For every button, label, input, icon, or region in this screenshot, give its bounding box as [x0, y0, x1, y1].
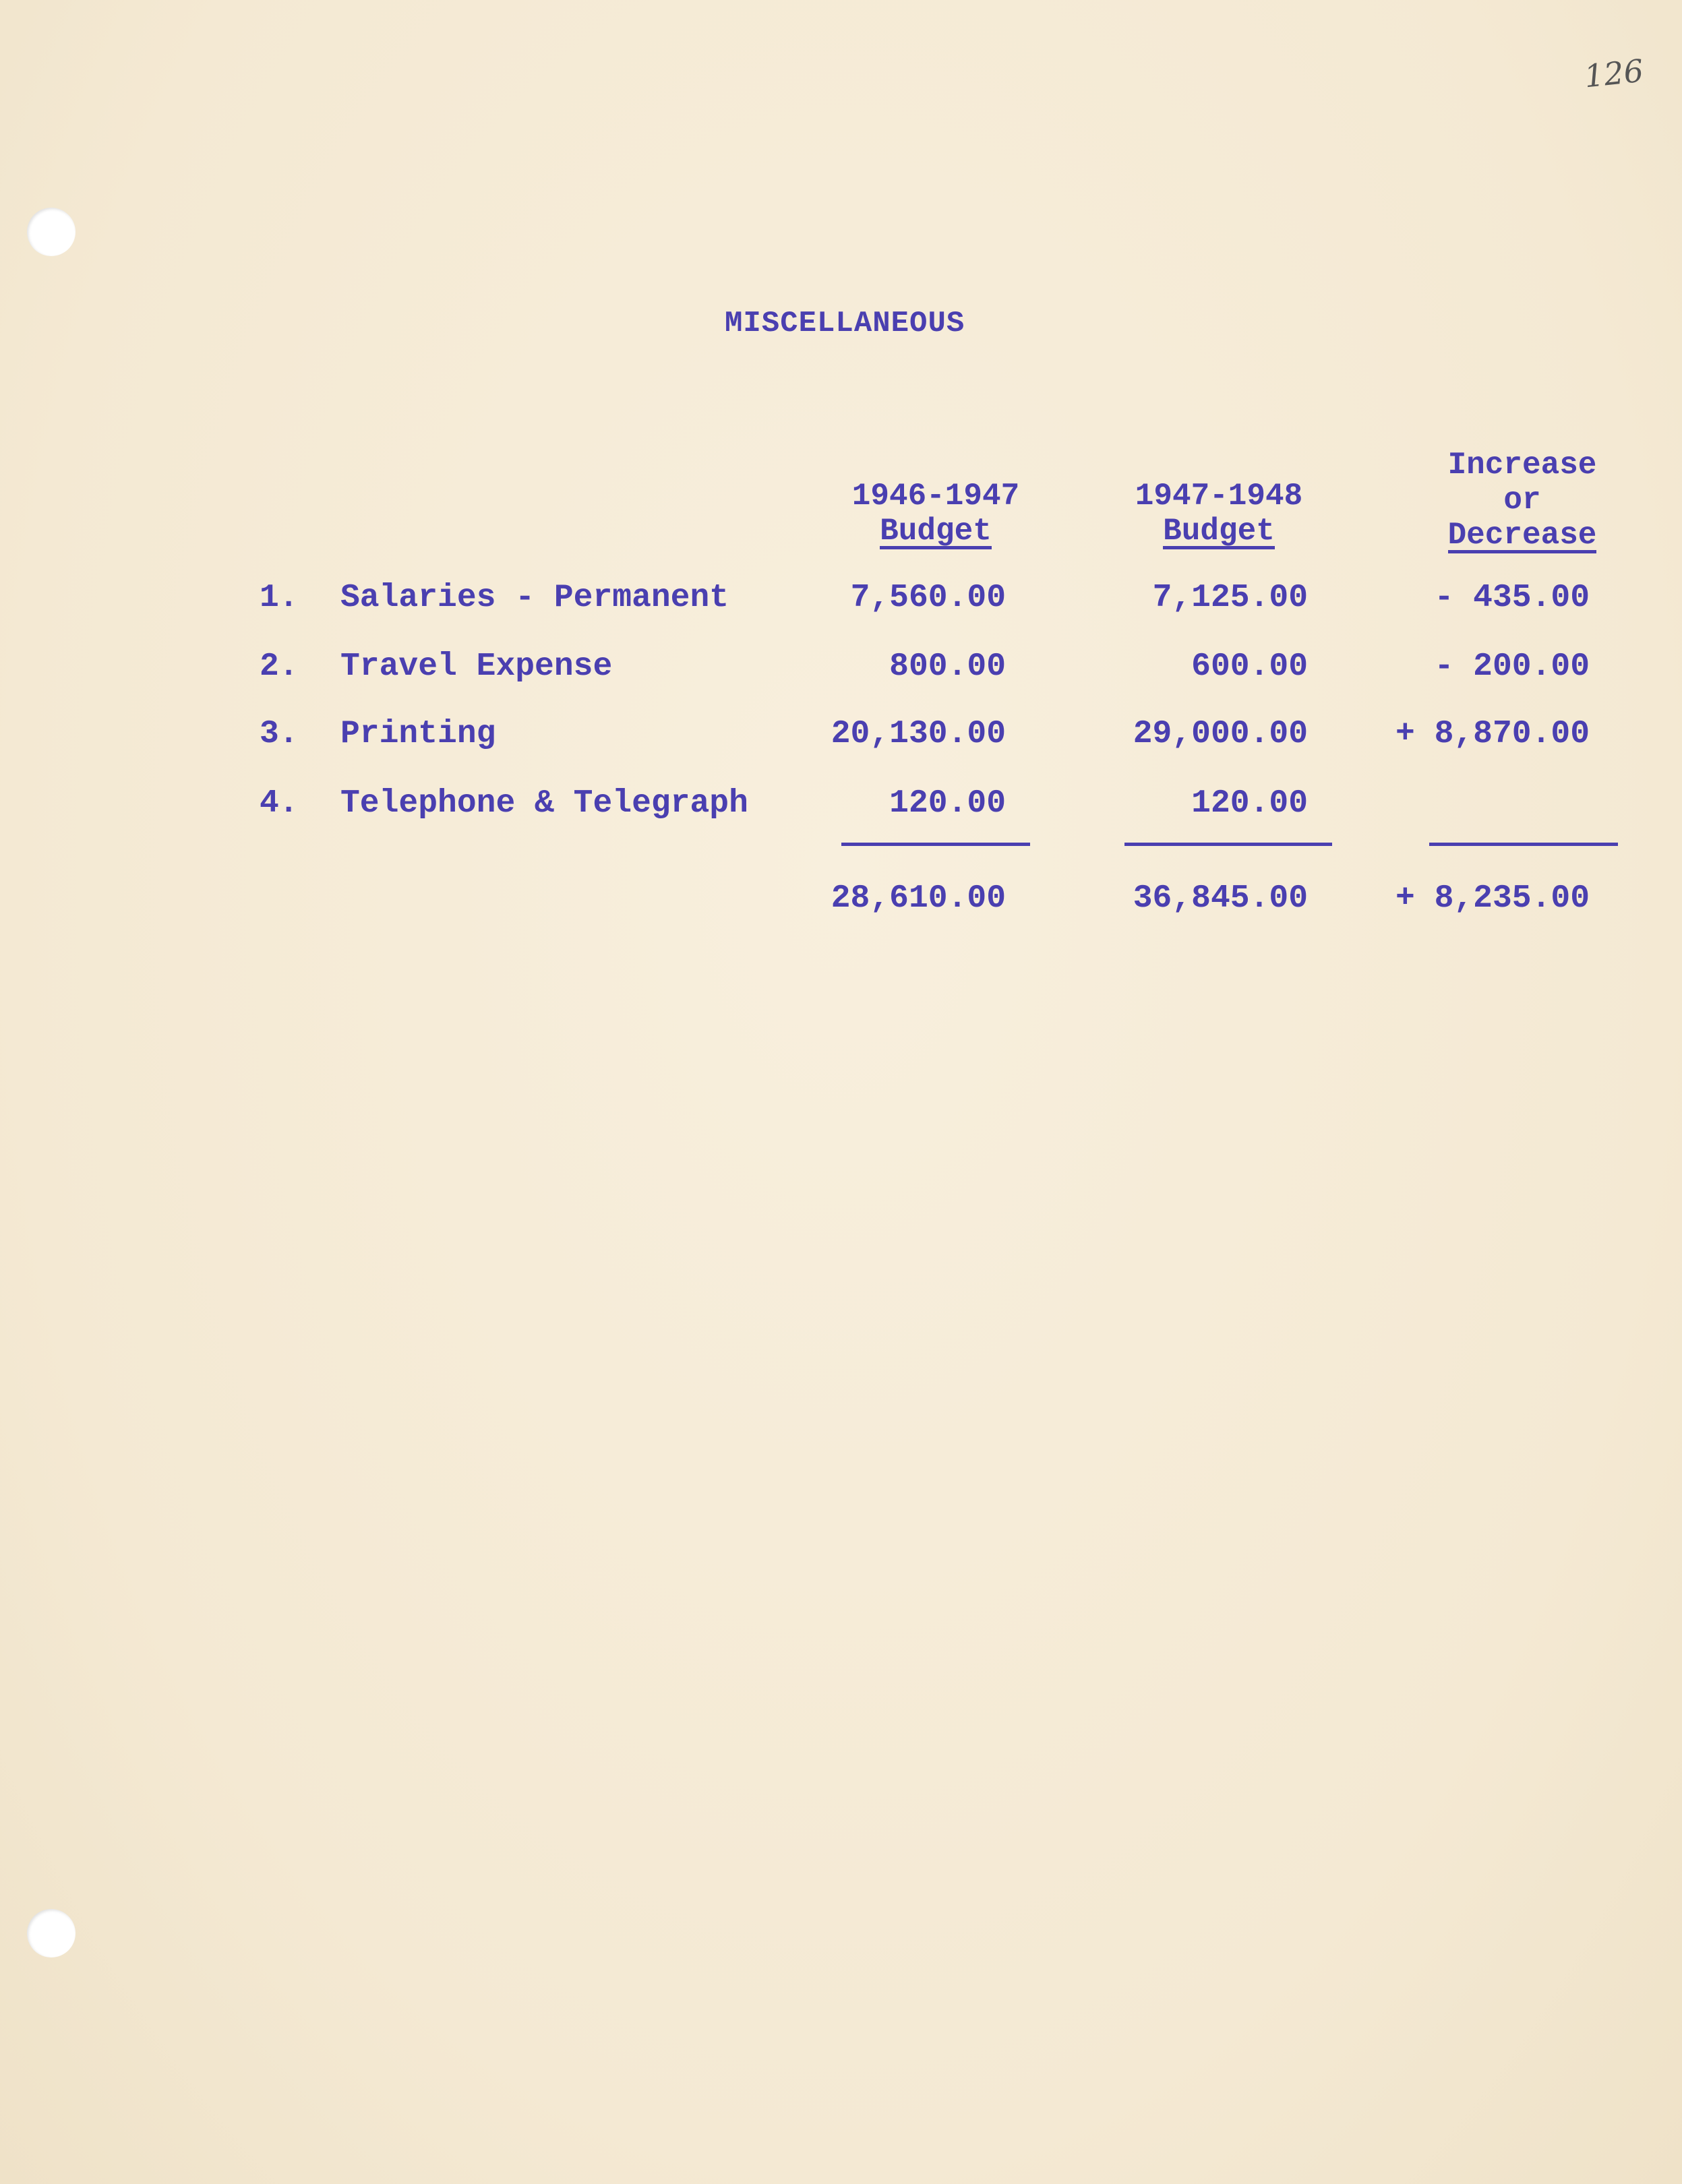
total-change: + 8,235.00	[1395, 880, 1590, 917]
column-header-decrease: Decrease	[1447, 518, 1597, 553]
total-rule-change	[1429, 843, 1618, 846]
table-row	[0, 716, 1682, 756]
column-header-increase-decrease	[1421, 448, 1623, 553]
row-budget-1947-1948: 29,000.00	[1133, 716, 1308, 752]
row-budget-1947-1948: 120.00	[1191, 785, 1308, 822]
row-label: Printing	[340, 716, 496, 752]
total-budget-1946-1947: 28,610.00	[831, 880, 1006, 917]
row-number: 4.	[260, 785, 299, 822]
row-change: - 200.00	[1434, 648, 1590, 685]
table-row	[0, 785, 1682, 826]
table-row	[0, 648, 1682, 689]
punch-hole-bottom	[27, 1909, 76, 1958]
row-budget-1947-1948: 600.00	[1191, 648, 1308, 685]
totals-row	[0, 880, 1682, 921]
column-header-increase: Increase	[1447, 448, 1597, 483]
row-budget-1946-1947: 120.00	[889, 785, 1006, 822]
column-header-year: 1947-1948	[1135, 479, 1303, 514]
total-budget-1947-1948: 36,845.00	[1133, 880, 1308, 917]
column-header-1946-1947	[841, 479, 1030, 549]
row-budget-1947-1948: 7,125.00	[1152, 580, 1308, 616]
row-label: Salaries - Permanent	[340, 580, 729, 616]
total-rule-1947-1948	[1124, 843, 1332, 846]
row-label: Telephone & Telegraph	[340, 785, 748, 822]
row-change: + 8,870.00	[1395, 716, 1590, 752]
row-number: 2.	[260, 648, 299, 685]
handwritten-page-number: 126	[1582, 52, 1646, 95]
row-budget-1946-1947: 800.00	[889, 648, 1006, 685]
page-title: MISCELLANEOUS	[725, 307, 965, 340]
row-budget-1946-1947: 7,560.00	[850, 580, 1006, 616]
row-number: 3.	[260, 716, 299, 752]
row-budget-1946-1947: 20,130.00	[831, 716, 1006, 752]
table-row	[0, 580, 1682, 620]
column-header-budget: Budget	[880, 514, 992, 549]
column-header-year: 1946-1947	[851, 479, 1020, 514]
row-label: Travel Expense	[340, 648, 613, 685]
row-change: - 435.00	[1434, 580, 1590, 616]
column-header-or: or	[1503, 483, 1541, 518]
total-rule-1946-1947	[841, 843, 1030, 846]
column-header-budget: Budget	[1163, 514, 1275, 549]
column-header-1947-1948	[1124, 479, 1313, 549]
punch-hole-top	[27, 208, 76, 256]
row-number: 1.	[260, 580, 299, 616]
